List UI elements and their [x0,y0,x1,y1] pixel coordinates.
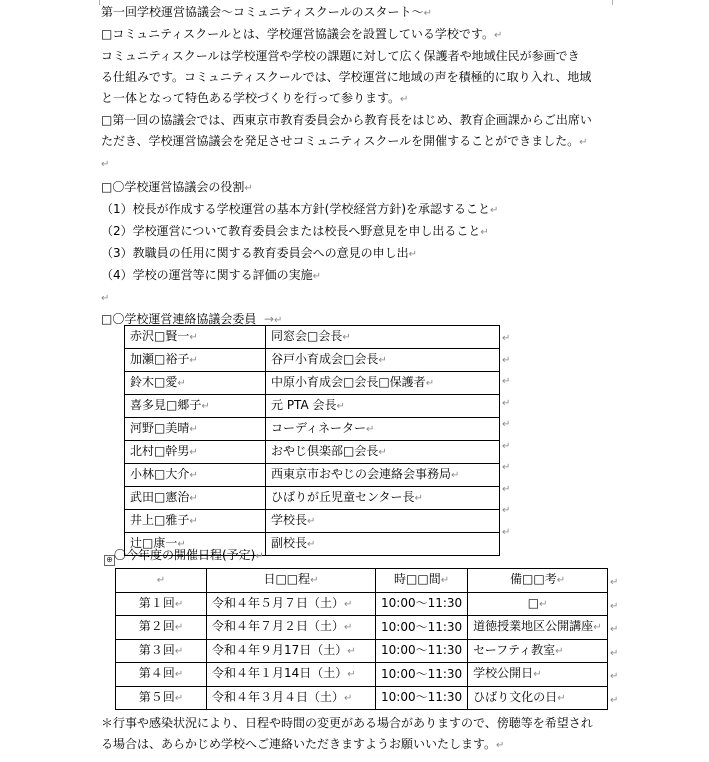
empty-paragraph: ↵ [101,159,110,170]
session-time: 10:00～11:30 [376,592,468,616]
row-end-marks: ↵ ↵ ↵ ↵ ↵ ↵ [610,577,619,706]
session-time: 10:00～11:30 [376,663,468,687]
session-no: 第２回↵ [116,616,207,640]
table-move-handle-icon[interactable]: ⊕ [104,555,115,566]
intro-line: と一体となって特色ある学校づくりを行って参ります。↵ [101,91,409,105]
member-name: 赤沢□賢一↵ [125,326,266,349]
member-name: 小林□大介↵ [125,464,266,487]
row-end-marks: ↵ ↵ ↵ ↵ ↵ ↵ ↵ ↵ ↵ ↵ [502,333,511,538]
session-date: 令和４年１月14日（土）↵ [207,663,376,687]
schedule-table[interactable] [115,568,608,710]
footnote-line: ＊行事や感染状況により、日程や時間の変更がある場合がありますので、傍聴等を希望され [101,716,593,730]
role-item: （3）教職員の任用に関する教育委員会への意見の申し出↵ [101,246,418,260]
session-date: 令和４年５月７日（土）↵ [207,592,376,616]
table-row [125,487,500,510]
member-role: 同窓会□会長↵ [266,326,500,349]
table-row [125,395,500,418]
table-row [125,349,500,372]
header-cell: 備□□考↵ [468,569,608,593]
role-item: （4）学校の運営等に関する評価の実施↵ [101,268,322,282]
table-row [116,686,608,710]
member-role: ひばりが丘児童センター長↵ [266,487,500,510]
intro-line: □コミュニティスクールとは、学校運営協議会を設置している学校です。↵ [101,27,503,41]
session-date: 令和４年９月17日（土）↵ [207,639,376,663]
session-no: 第１回↵ [116,592,207,616]
member-role: 学校長↵ [266,510,500,533]
members-table[interactable] [124,325,500,556]
intro-line: コミュニティスクールは学校運営や学校の課題に対して広く保護者や地域住民が参画でき [101,49,580,63]
member-name: 北村□幹男↵ [125,441,266,464]
member-role: おやじ倶楽部□会長↵ [266,441,500,464]
header-cell: 時□□間↵ [376,569,468,593]
session-no: 第３回↵ [116,639,207,663]
intro-line: ただき、学校運営協議会を発足させコミュニティスクールを開催することができました。↵ [101,134,588,148]
session-date: 令和４年３月４日（土）↵ [207,686,376,710]
member-name: 武田□憲治↵ [125,487,266,510]
session-no: 第５回↵ [116,686,207,710]
document-title: 第一回学校運営協議会～コミュニティスクールのスタート～↵ [101,5,432,19]
member-name: 河野□美晴↵ [125,418,266,441]
session-note: ひばり文化の日↵ [468,686,608,710]
roles-heading: □〇学校運営協議会の役割↵ [101,180,253,194]
table-row [116,663,608,687]
table-row [125,418,500,441]
member-role: 谷戸小育成会□会長↵ [266,349,500,372]
member-name: 加瀬□裕子↵ [125,349,266,372]
member-name: 鈴木□愛↵ [125,372,266,395]
schedule-heading: 〇今年度の開催日程(予定)↵ [114,548,264,562]
table-row [116,639,608,663]
footnote-line: る場合は、あらかじめ学校へご連絡いただきますようお願いいたします。↵ [101,737,505,751]
member-role: 中原小育成会□会長□保護者↵ [266,372,500,395]
session-note: 道徳授業地区公開講座↵ [468,616,608,640]
member-name: 辻□康一↵ [125,533,266,556]
member-role: 元 PTA 会長↵ [266,395,500,418]
session-note: □↵ [468,592,608,616]
role-item: （2）学校運営について教育委員会または校長へ野意見を申し出ること↵ [101,224,489,238]
table-row [116,592,608,616]
member-role: 西東京市おやじの会連絡会事務局↵ [266,464,500,487]
table-row [116,616,608,640]
table-row [125,441,500,464]
session-time: 10:00～11:30 [376,616,468,640]
document-body[interactable] [101,2,616,331]
member-role: 副校長↵ [266,533,500,556]
tab-arrow-mark: → [263,312,275,326]
member-name: 井上□雅子↵ [125,510,266,533]
session-note: セーフティ教室↵ [468,639,608,663]
intro-line: る仕組みです。コミュニティスクールでは、学校運営に地域の声を積極的に取り入れ、地域 [101,70,592,84]
member-role: コーディネーター↵ [266,418,500,441]
header-cell: 日□□程↵ [207,569,376,593]
role-item: （1）校長が作成する学校運営の基本方針(学校経営方針)を承認すること↵ [101,202,499,216]
table-header-row [116,569,608,593]
session-time: 10:00～11:30 [376,639,468,663]
table-row [125,510,500,533]
members-heading: □〇学校運営連絡協議会委員 →↵ [101,312,283,326]
session-date: 令和４年７月２日（土）↵ [207,616,376,640]
session-note: 学校公開日↵ [468,663,608,687]
table-row [125,464,500,487]
margin-corner-mark [90,0,100,5]
table-row [125,372,500,395]
table-row [125,326,500,349]
session-no: 第４回↵ [116,663,207,687]
session-time: 10:00～11:30 [376,686,468,710]
empty-paragraph: ↵ [101,293,110,304]
intro-line: □第一回の協議会では、西東京市教育委員会から教育長をはじめ、教育企画課からご出席い [101,113,592,127]
header-cell: ↵ [116,569,207,593]
footnote [101,713,613,756]
member-name: 喜多見□郷子↵ [125,395,266,418]
